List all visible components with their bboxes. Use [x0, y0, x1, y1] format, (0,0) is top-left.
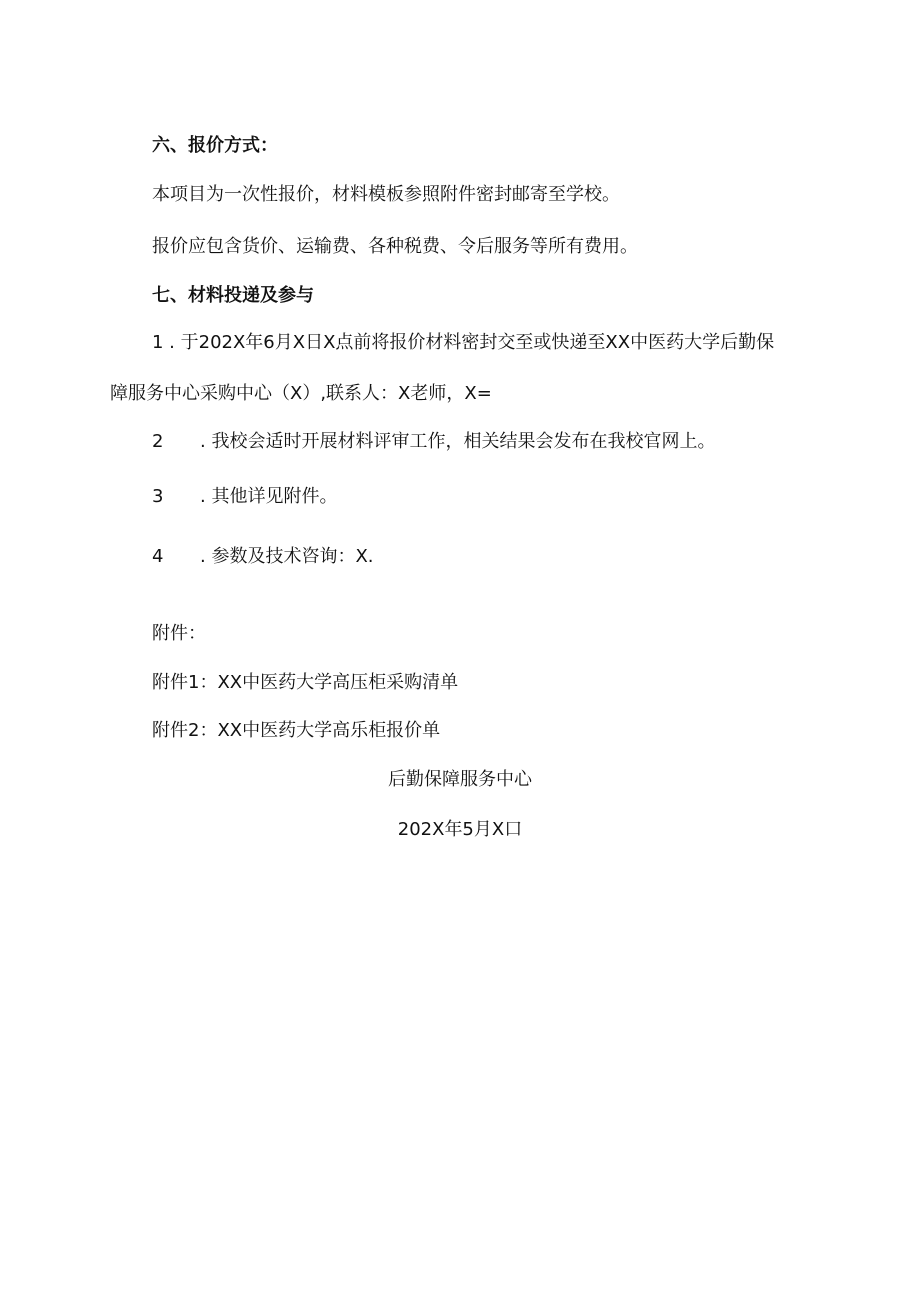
section-7-item-1-line-2: 障服务中心采购中心（X）,联系人：X老师，X=: [110, 383, 492, 404]
section-6-heading: 六、报价方式：: [152, 135, 278, 156]
attachments-label: 附件：: [152, 623, 206, 644]
section-7-item-4: [152, 545, 374, 569]
section-6-paragraph-1: 本项目为一次性报价，材料模板参照附件密封邮寄至学校。: [152, 184, 620, 205]
item-number: 3: [152, 486, 164, 507]
item-text: . 我校会适时开展材料评审工作，相关结果会发布在我校官网上。: [200, 431, 716, 452]
item-text: . 其他详见附件。: [200, 486, 338, 507]
section-7-item-1-line-1: 1 . 于202X年6月X日X点前将报价材料密封交至或快递至XX中医药大学后勤保: [152, 332, 775, 353]
section-7-item-2: [152, 430, 715, 454]
signature-date: 202X年5月X口: [397, 819, 523, 840]
attachment-1: 附件1：XX中医药大学高压柜采购清单: [152, 672, 459, 693]
item-number: 4: [152, 546, 164, 567]
item-number: 2: [152, 431, 164, 452]
section-7-item-3: [152, 485, 337, 509]
signature-org: 后勤保障服务中心: [388, 769, 532, 790]
item-text: . 参数及技术咨询：X.: [200, 546, 374, 567]
section-7-heading: 七、材料投递及参与: [152, 285, 314, 306]
attachment-2: 附件2：XX中医药大学高乐柜报价单: [152, 720, 441, 741]
section-6-paragraph-2: 报价应包含货价、运输费、各种税费、令后服务等所有费用。: [152, 236, 638, 257]
